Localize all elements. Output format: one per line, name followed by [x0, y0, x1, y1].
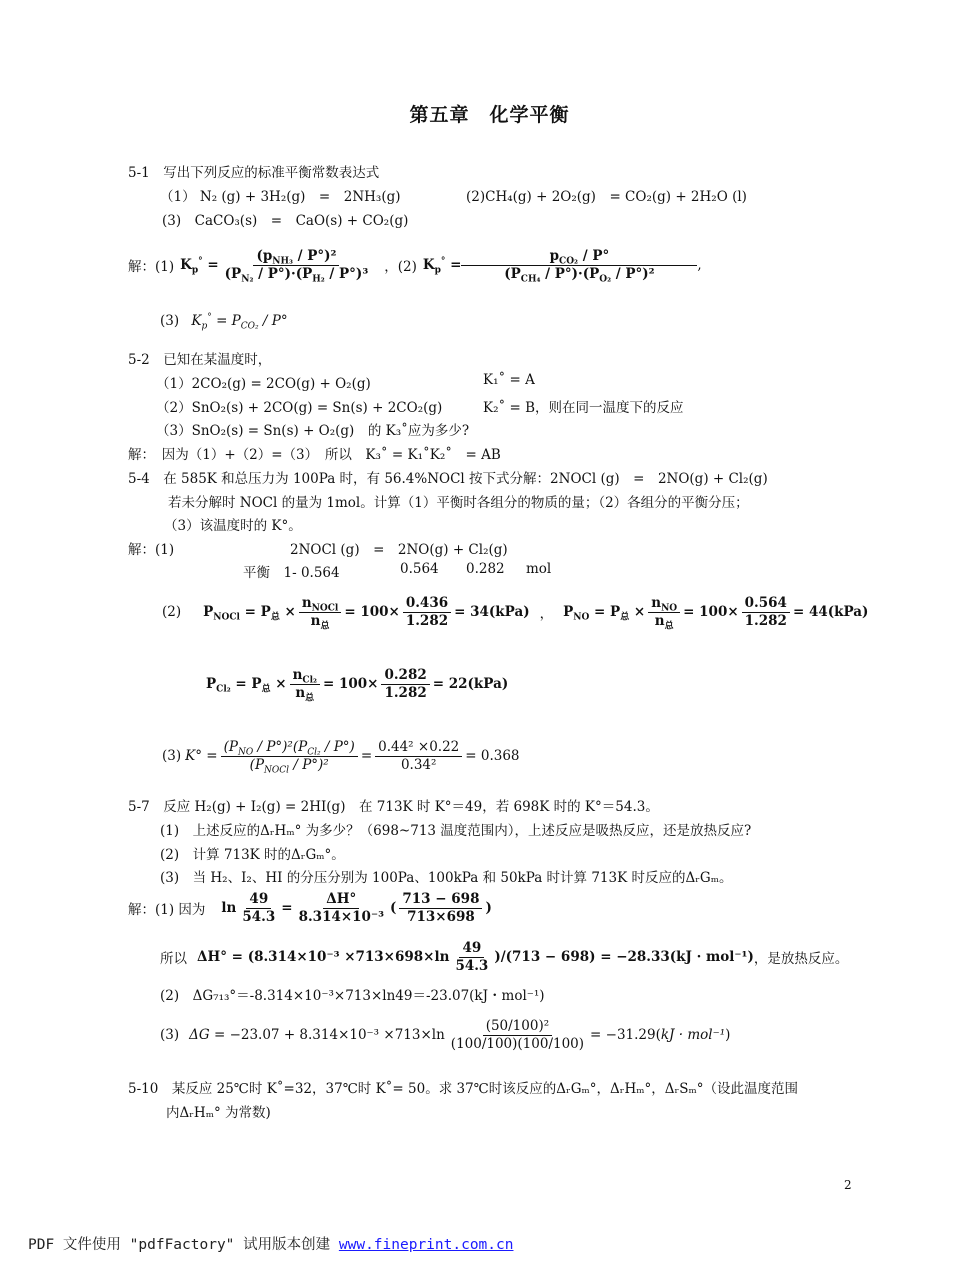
kp-formula-3: (3) $K_p^\circ = P_{CO_2} / P^\circ$: [160, 312, 288, 332]
problem-5-7: 5-7 反应 H₂(g) + I₂(g) = 2HI(g) 在 713K 时 K°＝49，若 698K 时的 K°＝54.3。: [128, 799, 659, 815]
equation-3: （3）SnO₂(s) = Sn(s) + O₂(g) 的 K₃˚应为多少?: [156, 423, 470, 439]
problem-5-4: 5-4 在 585K 和总压力为 100Pa 时，有 56.4%NOCl 按下式分解：2NOCl (g) = 2NO(g) + Cl₂(g): [128, 471, 768, 487]
kp-fraction-1: $\frac{(p_{NH_3} / P^\circ)^2}{(P_{N_2} / P^\circ)\cdot(P_{H_2} / P^\circ)^3}$: [224, 247, 369, 285]
pdf-footer: [28, 1233, 513, 1254]
page-number: 2: [844, 1178, 852, 1192]
problem-5-4-line3: （3）该温度时的 K°。: [164, 518, 302, 534]
solution-5-2: 解： 因为（1）+（2）=（3） 所以 K₃˚ = K₁˚K₂˚ = AB: [128, 447, 501, 463]
problem-5-7-q3: (3) 当 H₂、I₂、HI 的分压分别为 100Pa、100kPa 和 50kPa 时计算 713K 时反应的ΔᵣGₘ。: [160, 870, 733, 886]
problem-5-10: 5-10 某反应 25℃时 K˚=32，37℃时 K˚= 50。求 37℃时该反应的ΔᵣGₘ°，ΔᵣHₘ°，ΔᵣSₘ°（设此温度范围: [128, 1081, 798, 1097]
gibbs-standard: (2) ΔG₇₁₃°＝-8.314×10⁻³×713×ln49＝-23.07(kJ・mol⁻¹): [160, 988, 545, 1004]
footer-link[interactable]: www.fineprint.com.cn: [338, 1237, 514, 1253]
constant-k1: K₁˚ = A: [483, 372, 535, 388]
constant-k2: K₂˚ = B，则在同一温度下的反应: [483, 400, 684, 416]
reaction-1: （1） N₂ (g) + 3H₂(g) = 2NH₃(g): [160, 189, 401, 205]
reaction-3: (3) CaCO₃(s) = CaO(s) + CO₂(g): [162, 213, 409, 229]
kp-formula-2: $K_p^\circ$ =: [422, 256, 462, 276]
problem-5-10-line2: 内ΔᵣHₘ° 为常数): [166, 1105, 271, 1121]
partial-pressure-nocl-no: (2) $P_{NOCl} = P_总$ × $\frac{n_{NOCl}}{n_总}$ = 100× $\frac{0.436}{1.282}$ = 34(kPa) ， $P_{NO} = P_总$ × $\frac{n_{NO}}{n_总}$ = 100× $\frac{0.564}{1.282}$ = 44(kPa): [162, 594, 869, 632]
solution-5-4-label: 解：(1): [128, 542, 175, 558]
equation-1: （1）2CO₂(g) = 2CO(g) + O₂(g): [156, 376, 371, 392]
solution-label: 解：(1): [128, 259, 175, 275]
equation-2: （2）SnO₂(s) + 2CO(g) = Sn(s) + 2CO₂(g): [156, 400, 443, 416]
equilibrium-row: 平衡 1- 0.564: [243, 565, 340, 581]
problem-5-7-q1: (1) 上述反应的ΔᵣHₘ° 为多少？（698~713 温度范围内），上述反应是吸热反应，还是放热反应?: [160, 823, 752, 839]
equilibrium-unit: mol: [526, 561, 552, 577]
reaction-2: (2)CH₄(g) + 2O₂(g) = CO₂(g) + 2H₂O (l): [466, 189, 747, 205]
enthalpy-result: 所以 ΔH° = (8.314×10⁻³ ×713×698×ln $\frac{49}{54.3}$ )/(713 − 698) = −28.33(kJ · mol⁻¹) ，是放热反应。: [160, 939, 849, 974]
decomposition-equation: 2NOCl (g) = 2NO(g) + Cl₂(g): [290, 542, 508, 558]
equilibrium-constant-5-4: (3) K° = $\frac{(P_{NO} / P^\circ)^2(P_{Cl_2} / P^\circ)}{(P_{NOCl} / P^\circ)^2}$ = $\frac{\text{0.44² ×0.22}}{\text{0.34²}}$ = 0.368: [162, 738, 520, 776]
problem-5-7-q2: (2) 计算 713K 时的ΔᵣGₘ°。: [160, 847, 345, 863]
part-2-label: ，(2): [384, 259, 417, 275]
solution-5-1-formulas: 解：(1) $K_p^\circ$ = $\frac{(p_{NH_3} / P^\circ)^2}{(P_{N_2} / P^\circ)\cdot(P_{H_2} / P^\circ)^3}$ ，(2) $K_p^\circ$ = $\frac{p_{CO_2} / P^\circ}{(P_{CH_4} / P^\circ)\cdot(P_{O_2} / P^\circ)^2}$ ,: [128, 247, 702, 285]
problem-5-1: 5-1 写出下列反应的标准平衡常数表达式: [128, 165, 380, 181]
kp-formula-1: $K_p^\circ$ =: [180, 256, 219, 276]
chapter-title: 第五章 化学平衡: [409, 104, 570, 126]
problem-5-4-line2: 若未分解时 NOCl 的量为 1mol。计算（1）平衡时各组分的物质的量；（2）各组分的平衡分压；: [168, 495, 749, 511]
vant-hoff-equation: 解：(1) 因为 ln $\frac{49}{54.3}$ = $\frac{\Delta H^\circ}{\text{8.314×10⁻³}}$ ( $\frac{713 - 698}{713\times 698}$ ): [128, 890, 492, 925]
gibbs-nonstandard: (3) ΔG = −23.07 + 8.314×10⁻³ ×713×ln $\frac{\text{(50/100)²}}{(100/100)(100/100)}$ = −31.29(kJ · mol⁻¹): [160, 1017, 731, 1052]
equilibrium-no: 0.564: [400, 561, 439, 577]
problem-5-2: 5-2 已知在某温度时，: [128, 352, 272, 368]
partial-pressure-cl2: $P_{Cl_2} = P_总$ × $\frac{n_{Cl_2}}{n_总}$ = 100× $\frac{0.282}{1.282}$ = 22(kPa): [206, 666, 509, 704]
kp-fraction-2: $\frac{p_{CO_2} / P^\circ}{(P_{CH_4} / P^\circ)\cdot(P_{O_2} / P^\circ)^2}$: [464, 248, 694, 283]
footer-text: PDF 文件使用 "pdfFactory" 试用版本创建: [28, 1237, 331, 1253]
equilibrium-cl2: 0.282: [466, 561, 505, 577]
